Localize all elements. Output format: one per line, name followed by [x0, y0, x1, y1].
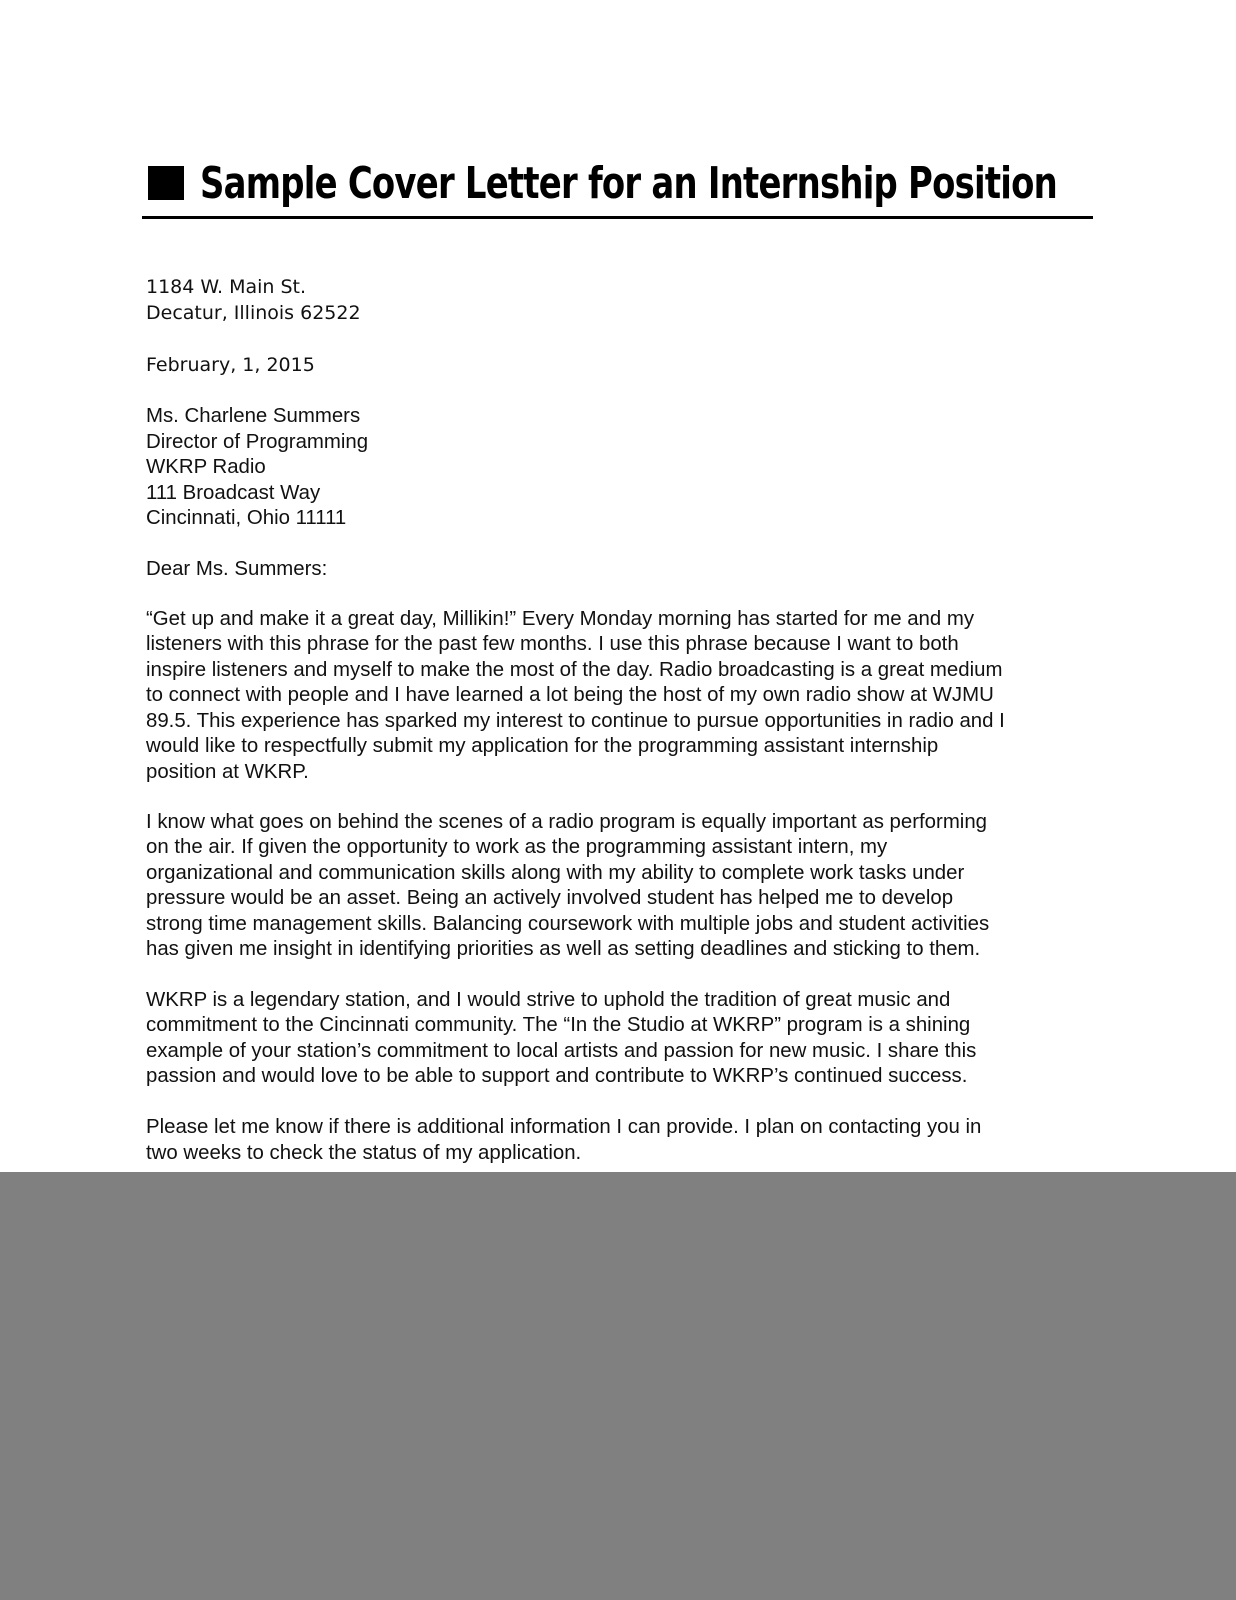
title-row [148, 150, 1098, 216]
letter-date: February, 1, 2015 [146, 354, 315, 376]
salutation: Dear Ms. Summers: [146, 558, 328, 580]
paragraph-line: I know what goes on behind the scenes of a radio program is equally important as performing [146, 811, 988, 833]
square-bullet-icon [148, 166, 184, 200]
sender-street: 1184 W. Main St. [146, 276, 307, 298]
paragraph-line: example of your station’s commitment to local artists and passion for new music. I share this [146, 1040, 977, 1062]
recipient-street: 111 Broadcast Way [146, 482, 321, 504]
page-title: Sample Cover Letter for an Internship Position [200, 157, 1057, 209]
recipient-position: Director of Programming [146, 431, 369, 453]
recipient-city: Cincinnati, Ohio 11111 [146, 507, 347, 529]
paragraph-line: inspire listeners and myself to make the most of the day. Radio broadcasting is a great medium [146, 659, 1003, 681]
gray-overlay [0, 1172, 1236, 1600]
paragraph-line: would like to respectfully submit my application for the programming assistant internship [146, 735, 939, 757]
recipient-company: WKRP Radio [146, 456, 266, 478]
paragraph-line: two weeks to check the status of my application. [146, 1142, 582, 1164]
paragraph-line: listeners with this phrase for the past few months. I use this phrase because I want to both [146, 633, 959, 655]
paragraph-line: position at WKRP. [146, 761, 309, 783]
title-divider [142, 216, 1093, 219]
paragraph-line: 89.5. This experience has sparked my interest to continue to pursue opportunities in radio and I [146, 710, 1005, 732]
paragraph-line: to connect with people and I have learned a lot being the host of my own radio show at WJMU [146, 684, 994, 706]
paragraph-line: “Get up and make it a great day, Millikin!” Every Monday morning has started for me and my [146, 608, 975, 630]
paragraph-line: commitment to the Cincinnati community. The “In the Studio at WKRP” program is a shining [146, 1014, 971, 1036]
recipient-name: Ms. Charlene Summers [146, 405, 361, 427]
paragraph-line: Please let me know if there is additional information I can provide. I plan on contacting you in [146, 1116, 982, 1138]
paragraph-line: passion and would love to be able to support and contribute to WKRP’s continued success. [146, 1065, 968, 1087]
paragraph-line: WKRP is a legendary station, and I would strive to uphold the tradition of great music and [146, 989, 951, 1011]
paragraph-line: on the air. If given the opportunity to work as the programming assistant intern, my [146, 836, 888, 858]
paragraph-line: organizational and communication skills along with my ability to complete work tasks under [146, 862, 965, 884]
paragraph-line: strong time management skills. Balancing coursework with multiple jobs and student activities [146, 913, 990, 935]
paragraph-line: pressure would be an asset. Being an actively involved student has helped me to develop [146, 887, 954, 909]
paragraph-line: has given me insight in identifying priorities as well as setting deadlines and sticking to them. [146, 938, 981, 960]
sender-city: Decatur, Illinois 62522 [146, 302, 361, 324]
